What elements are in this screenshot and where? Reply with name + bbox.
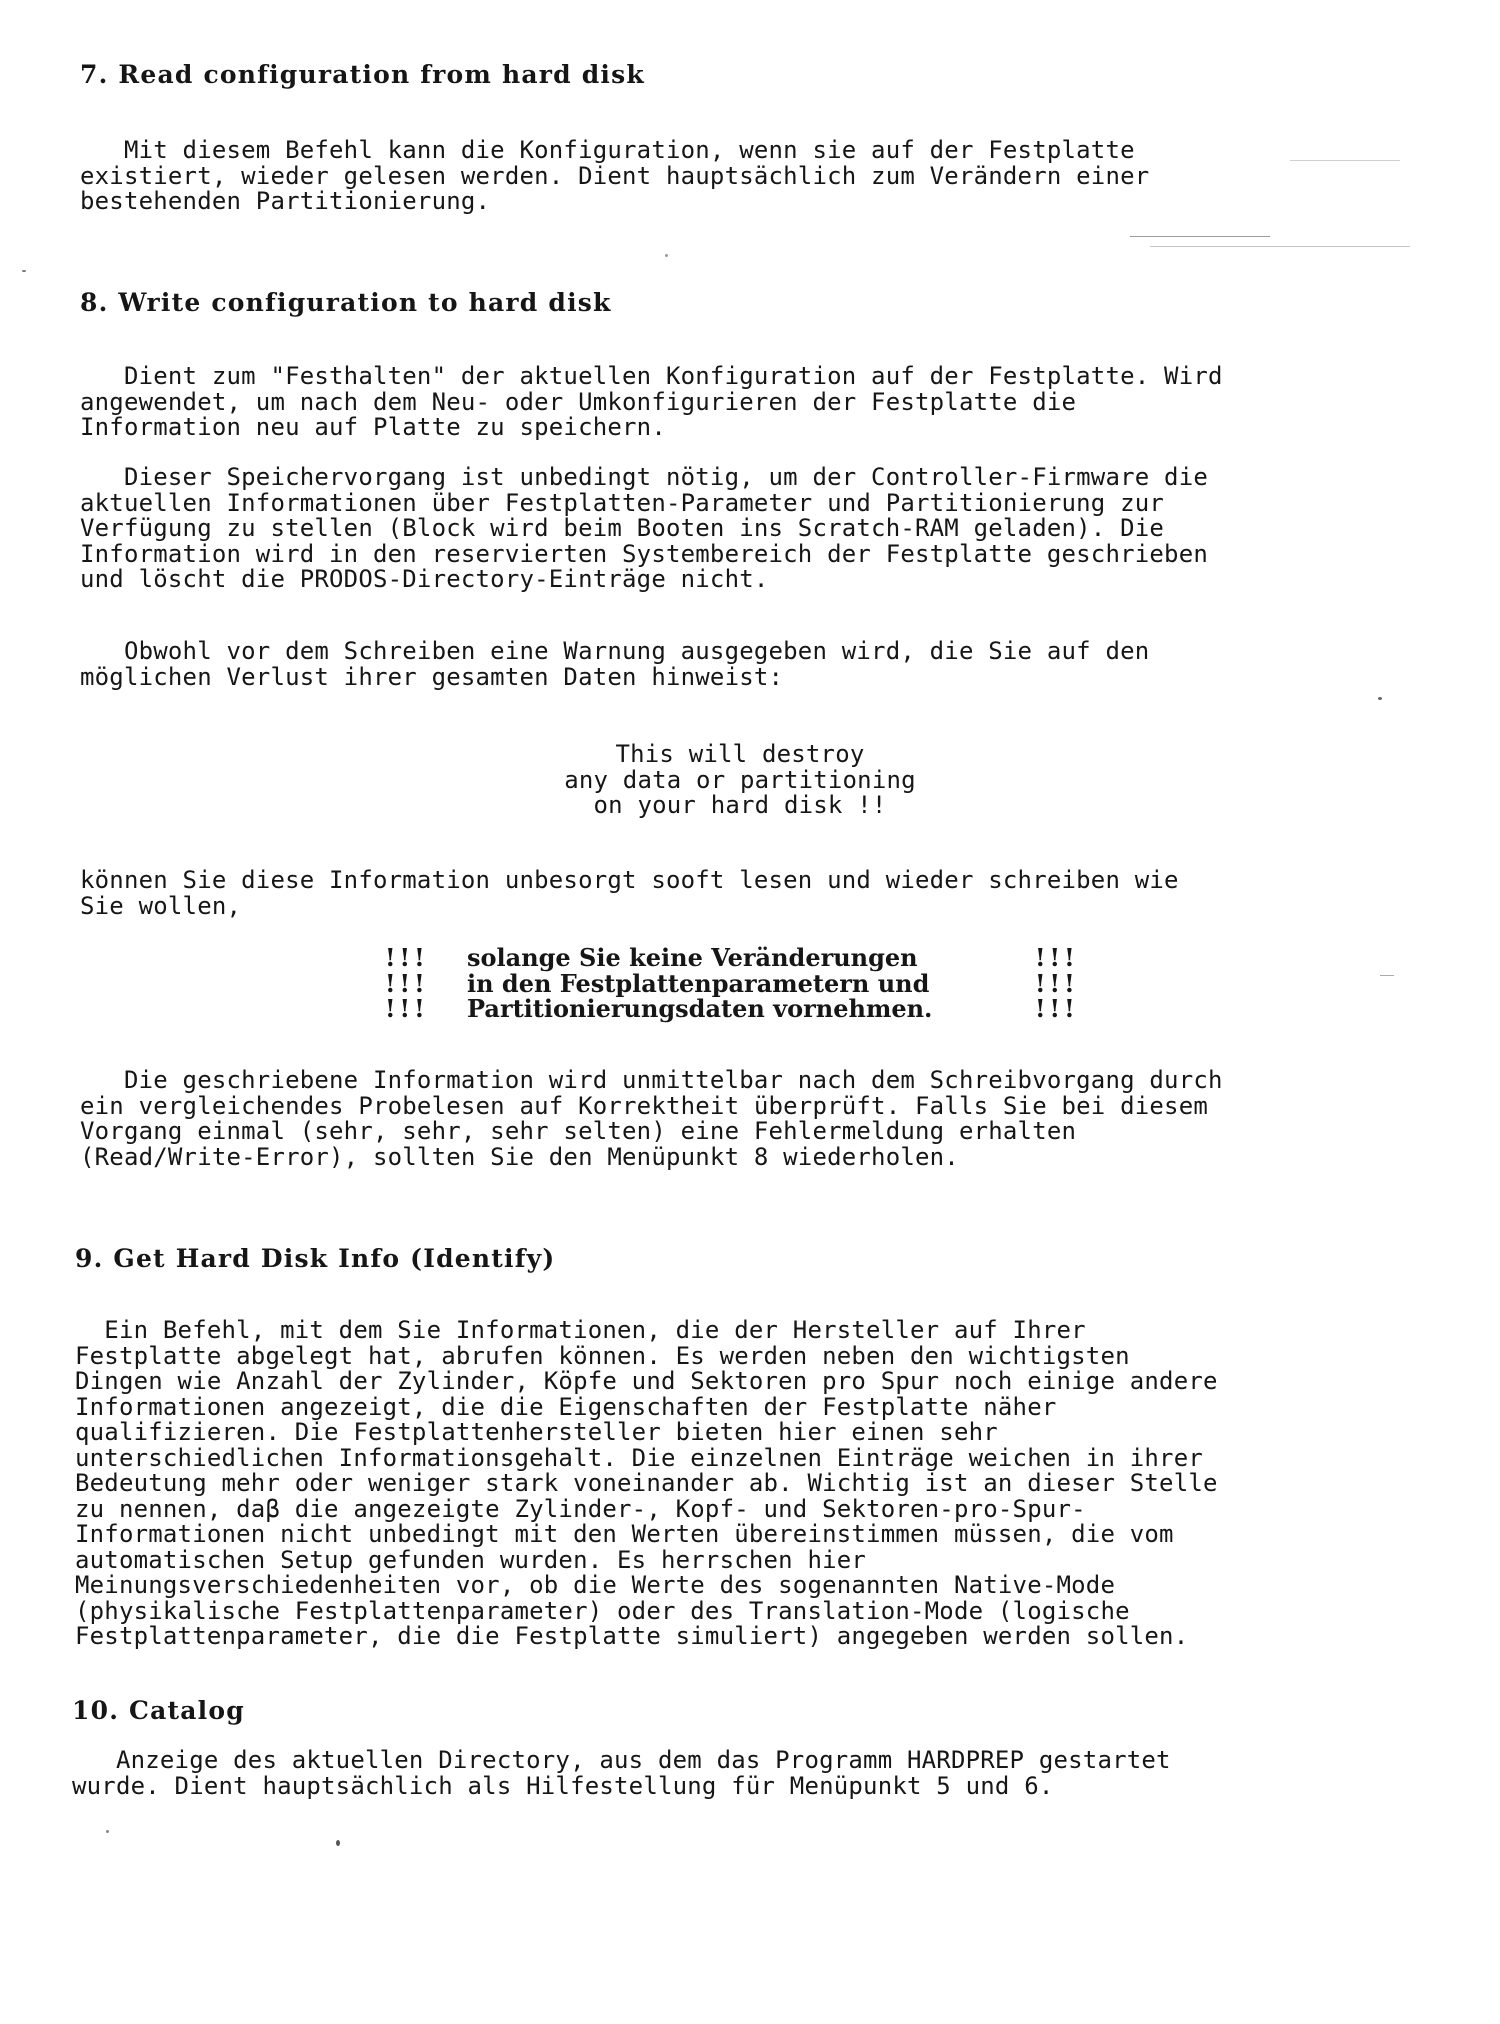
text-line: können Sie diese Information unbesorgt sooft lesen und wieder schreiben wie [80, 866, 1179, 894]
text-line: Mit diesem Befehl kann die Konfiguration, wenn sie auf der Festplatte [80, 136, 1135, 164]
exclamation-marks: !!! [1035, 943, 1079, 972]
text-line: möglichen Verlust ihrer gesamten Daten hinweist: [80, 662, 784, 691]
text-line: Information neu auf Platte zu speichern. [80, 413, 666, 441]
text-line: Festplattenparameter, die die Festplatte simuliert) angegeben werden sollen. [75, 1622, 1189, 1650]
text-line: Bedeutung mehr oder weniger stark voneinander ab. Wichtig ist an dieser Stelle [75, 1469, 1218, 1497]
scan-speck [1378, 697, 1382, 700]
text-line: Ein Befehl, mit dem Sie Informationen, die der Hersteller auf Ihrer [75, 1316, 1086, 1344]
text-line: Dient zum "Festhalten" der aktuellen Konfiguration auf der Festplatte. Wird [80, 362, 1223, 390]
text-line: (Read/Write-Error), sollten Sie den Menüpunkt 8 wiederholen. [80, 1142, 959, 1171]
caution-line: Partitionierungsdaten vornehmen. [467, 994, 933, 1023]
exclamation-marks: !!! [1035, 994, 1079, 1023]
warning-line: any data or partitioning [564, 765, 916, 794]
text-line: unterschiedlichen Informationsgehalt. Die einzelnen Einträge weichen in ihrer [75, 1443, 1203, 1472]
warning-line: on your hard disk !! [593, 791, 887, 819]
section-8-paragraph-3 [80, 639, 1149, 690]
section-8-paragraph-2 [80, 465, 1208, 593]
text-line: aktuellen Informationen über Festplatten-Parameter und Partitionierung zur [80, 488, 1165, 517]
section-8-after-warning [80, 868, 1179, 919]
section-7-heading: 7. Read configuration from hard disk [80, 60, 645, 89]
text-line: qualifizieren. Die Festplattenhersteller bieten hier einen sehr [75, 1418, 998, 1446]
text-line: Verfügung zu stellen (Block wird beim Booten ins Scratch-RAM geladen). Die [80, 514, 1165, 542]
scan-speck [665, 254, 668, 257]
caution-block [385, 945, 1105, 1025]
text-line: zu nennen, daβ die angezeigte Zylinder-, Kopf- und Sektoren-pro-Spur- [75, 1494, 1086, 1523]
section-8-closing-paragraph [80, 1068, 1223, 1170]
caution-row [385, 968, 1105, 998]
scan-speck [22, 270, 26, 272]
scan-speck [106, 1830, 109, 1833]
text-line: Sie wollen, [80, 891, 242, 920]
section-10-paragraph [72, 1748, 1171, 1799]
exclamation-marks: !!! [1035, 968, 1079, 998]
exclamation-marks: !!! [385, 968, 429, 998]
section-7-paragraph [80, 138, 1149, 215]
section-8-paragraph-1 [80, 364, 1223, 441]
scan-mark [1150, 246, 1410, 247]
text-line: und löscht die PRODOS-Directory-Einträge nicht. [80, 565, 769, 593]
exclamation-marks: !!! [385, 994, 429, 1023]
scan-mark [1290, 160, 1400, 161]
text-line: Die geschriebene Information wird unmittelbar nach dem Schreibvorgang durch [80, 1066, 1223, 1094]
section-10-heading: 10. Catalog [72, 1696, 245, 1725]
text-line: angewendet, um nach dem Neu- oder Umkonfigurieren der Festplatte die [80, 387, 1077, 416]
text-line: Anzeige des aktuellen Directory, aus dem das Programm HARDPREP gestartet [72, 1746, 1171, 1774]
scan-speck [336, 1840, 340, 1846]
caution-line: in den Festplattenparametern und [467, 968, 930, 998]
text-line: Festplatte abgelegt hat, abrufen können. Es werden neben den wichtigsten [75, 1341, 1130, 1370]
text-line: Dieser Speichervorgang ist unbedingt nötig, um der Controller-Firmware die [80, 463, 1208, 491]
text-line: wurde. Dient hauptsächlich als Hilfestellung für Menüpunkt 5 und 6. [72, 1771, 1054, 1800]
section-9-paragraph [75, 1318, 1218, 1650]
warning-line: This will destroy [615, 740, 865, 768]
text-line: bestehenden Partitionierung. [80, 187, 491, 215]
text-line: Information wird in den reservierten Systembereich der Festplatte geschrieben [80, 539, 1208, 568]
text-line: Meinungsverschiedenheiten vor, ob die Werte des sogenannten Native-Mode [75, 1571, 1116, 1599]
exclamation-marks: !!! [385, 943, 429, 972]
text-line: automatischen Setup gefunden wurden. Es herrschen hier [75, 1545, 867, 1574]
caution-line: solange Sie keine Veränderungen [467, 943, 918, 972]
section-8-heading: 8. Write configuration to hard disk [80, 288, 612, 317]
caution-row [385, 996, 1105, 1022]
scan-mark [1130, 236, 1270, 237]
text-line: (physikalische Festplattenparameter) oder des Translation-Mode (logische [75, 1596, 1130, 1625]
text-line: existiert, wieder gelesen werden. Dient hauptsächlich zum Verändern einer [80, 161, 1150, 190]
section-9-heading: 9. Get Hard Disk Info (Identify) [75, 1244, 556, 1273]
text-line: ein vergleichendes Probelesen auf Korrektheit überprüft. Falls Sie bei diesem [80, 1091, 1208, 1120]
text-line: Informationen angezeigt, die die Eigenschaften der Festplatte näher [75, 1392, 1057, 1421]
text-line: Vorgang einmal (sehr, sehr, sehr selten) eine Fehlermeldung erhalten [80, 1117, 1077, 1145]
text-line: Obwohl vor dem Schreiben eine Warnung ausgegeben wird, die Sie auf den [80, 637, 1150, 665]
warning-message [460, 742, 1020, 819]
text-line: Dingen wie Anzahl der Zylinder, Köpfe und Sektoren pro Spur noch einige andere [75, 1367, 1218, 1395]
text-line: Informationen nicht unbedingt mit den Werten übereinstimmen müssen, die vom [75, 1520, 1174, 1548]
scan-mark [1380, 975, 1394, 976]
caution-row [385, 945, 1105, 971]
